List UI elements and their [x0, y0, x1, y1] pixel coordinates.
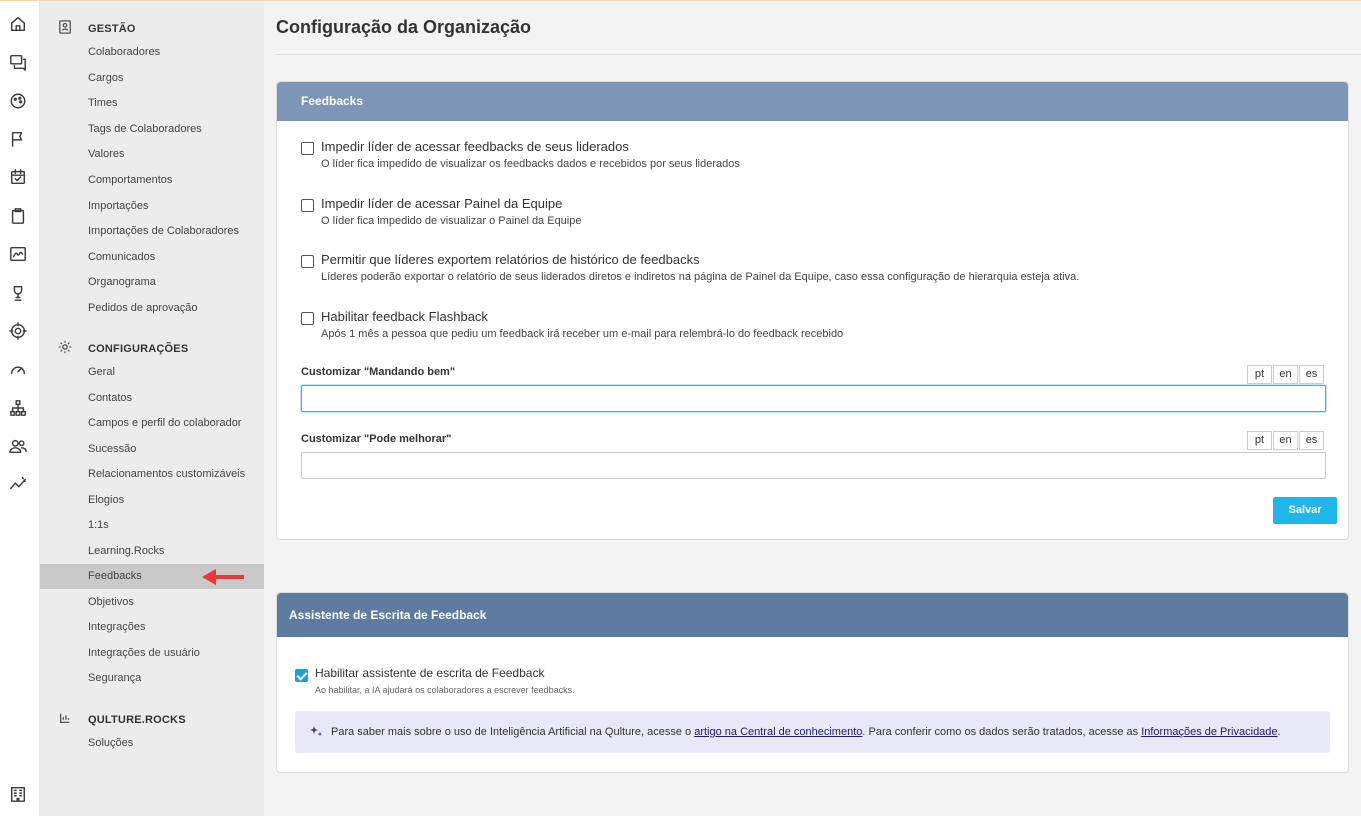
calendar-check-icon[interactable] [8, 167, 28, 187]
sidebar-item-seguranca[interactable]: Segurança [88, 672, 142, 684]
chat-icon[interactable] [8, 52, 28, 72]
knowledge-center-link[interactable]: artigo na Central de conhecimento [694, 726, 863, 738]
mandando-bem-input[interactable] [301, 385, 1326, 412]
sidebar-item-valores[interactable]: Valores [88, 148, 125, 161]
option-label: Impedir líder de acessar feedbacks de seus liderados [321, 139, 629, 154]
sidebar-item-contatos[interactable]: Contatos [88, 391, 133, 404]
option-label: Impedir líder de acessar Painel da Equipe [321, 196, 563, 211]
assistant-checkbox[interactable] [295, 669, 308, 682]
info-text-1: Para saber mais sobre o uso de Inteligência Artificial na Qulture, acesse o [331, 726, 695, 738]
lang-en-button[interactable]: en [1273, 365, 1298, 384]
ai-info-box [295, 711, 1330, 753]
sidebar-item-comunicados[interactable]: Comunicados [88, 250, 156, 263]
sidebar-item-times[interactable]: Times [88, 97, 118, 110]
sidebar-item-campos-e-perfil-do-colaborador[interactable]: Campos e perfil do colaborador [88, 417, 242, 429]
option-label: Habilitar feedback Flashback [321, 309, 488, 324]
sidebar-item-organograma[interactable]: Organograma [88, 276, 156, 289]
sidebar-item-relacionamentos-customizaveis[interactable]: Relacionamentos customizáveis [88, 468, 246, 480]
option-label: Permitir que líderes exportem relatórios de histórico de feedbacks [321, 252, 700, 267]
section-title: CONFIGURAÇÕES [88, 343, 189, 355]
lang-switcher-2 [1246, 431, 1324, 450]
divider [276, 54, 1361, 55]
sparkle-icon [309, 725, 323, 739]
sidebar-item-sucessao[interactable]: Sucessão [88, 442, 137, 455]
sidebar-item-colaboradores[interactable]: Colaboradores [88, 46, 161, 58]
section-gestao [40, 18, 264, 40]
icon-rail [0, 1, 40, 816]
home-icon[interactable] [8, 14, 28, 34]
privacy-info-link[interactable]: Informações de Privacidade [1141, 726, 1278, 738]
clipboard-icon[interactable] [8, 206, 28, 226]
option-description: O líder fica impedido de visualizar o Painel da Equipe [321, 215, 582, 227]
option-checkbox[interactable] [301, 312, 314, 325]
bar-chart-icon [58, 711, 74, 727]
option-description: O líder fica impedido de visualizar os feedbacks dados e recebidos por seus liderados [321, 158, 740, 170]
section-title: QULTURE.ROCKS [88, 714, 186, 726]
option-checkbox[interactable] [301, 199, 314, 212]
card-header: Feedbacks [277, 82, 1348, 121]
signature-icon[interactable] [8, 244, 28, 264]
sidebar-item-tags-de-colaboradores[interactable]: Tags de Colaboradores [88, 122, 202, 135]
sidebar-item-1-1s[interactable]: 1:1s [88, 519, 109, 531]
sidebar-item-pedidos-de-aprovacao[interactable]: Pedidos de aprovação [88, 302, 198, 314]
info-text-2: . Para conferir como os dados serão tratados, acesse as [862, 726, 1142, 738]
people-icon[interactable] [8, 436, 28, 456]
sidebar-item-cargos[interactable]: Cargos [88, 71, 124, 84]
pode-melhorar-input[interactable] [301, 452, 1326, 479]
red-arrow-icon [200, 567, 246, 587]
lang-pt-button[interactable]: pt [1247, 365, 1272, 384]
sidebar-item-comportamentos[interactable]: Comportamentos [88, 174, 173, 186]
sidebar-item-geral[interactable]: Geral [88, 366, 115, 378]
page-title: Configuração da Organização [276, 17, 532, 37]
option-checkbox[interactable] [301, 255, 314, 268]
save-button[interactable]: Salvar [1273, 497, 1337, 524]
sidebar-item-elogios[interactable]: Elogios [88, 493, 125, 506]
sidebar-item-importacoes-de-colaboradores[interactable]: Importações de Colaboradores [88, 225, 240, 238]
flag-icon[interactable] [8, 129, 28, 149]
lang-pt-button[interactable]: pt [1247, 431, 1272, 450]
sidebar-item-feedbacks[interactable]: Feedbacks [40, 564, 264, 589]
sidebar-item-integracoes-de-usuario[interactable]: Integrações de usuário [88, 646, 200, 659]
sidebar-item-integracoes[interactable]: Integrações [88, 621, 146, 633]
section-title: GESTÃO [88, 23, 136, 35]
option-description: Ao habilitar, a IA ajudará os colaboradores a escrever feedbacks. [315, 685, 575, 695]
sidebar-item-solucoes[interactable]: Soluções [88, 737, 134, 749]
target-icon[interactable] [8, 321, 28, 341]
option-label: Habilitar assistente de escrita de Feedback [315, 666, 545, 680]
org-chart-icon[interactable] [8, 398, 28, 418]
field-label-mandando-bem: Customizar "Mandando bem" [301, 366, 456, 378]
sidebar-item-learning-rocks[interactable]: Learning.Rocks [88, 544, 165, 557]
building-icon[interactable] [8, 784, 28, 804]
assistant-card [276, 592, 1349, 773]
gear-icon [58, 340, 74, 356]
sidebar-item-importacoes[interactable]: Importações [88, 199, 149, 212]
section-qulture [40, 709, 264, 731]
option-checkbox[interactable] [301, 142, 314, 155]
sidebar [40, 1, 264, 816]
speedometer-icon[interactable] [8, 359, 28, 379]
lang-switcher-1 [1246, 365, 1324, 384]
feedbacks-card [276, 81, 1349, 540]
field-label-pode-melhorar: Customizar "Pode melhorar" [301, 433, 452, 445]
id-card-icon [58, 20, 74, 36]
section-configuracoes [40, 338, 264, 360]
card-header: Assistente de Escrita de Feedback [277, 593, 1348, 637]
lang-en-button[interactable]: en [1273, 431, 1298, 450]
trophy-icon[interactable] [8, 283, 28, 303]
analytics-icon[interactable] [8, 474, 28, 494]
palette-icon[interactable] [8, 91, 28, 111]
option-description: Líderes poderão exportar o relatório de seus liderados diretos e indiretos na página de Painel da Equipe, caso essa configuração de hierarquia esteja ativa. [321, 271, 1080, 283]
lang-es-button[interactable]: es [1299, 365, 1324, 384]
info-text-3: . [1277, 726, 1281, 738]
option-description: Após 1 mês a pessoa que pediu um feedback irá receber um e-mail para relembrá-lo do feedback recebido [321, 328, 844, 340]
sidebar-item-objetivos[interactable]: Objetivos [88, 595, 134, 608]
lang-es-button[interactable]: es [1299, 431, 1324, 450]
